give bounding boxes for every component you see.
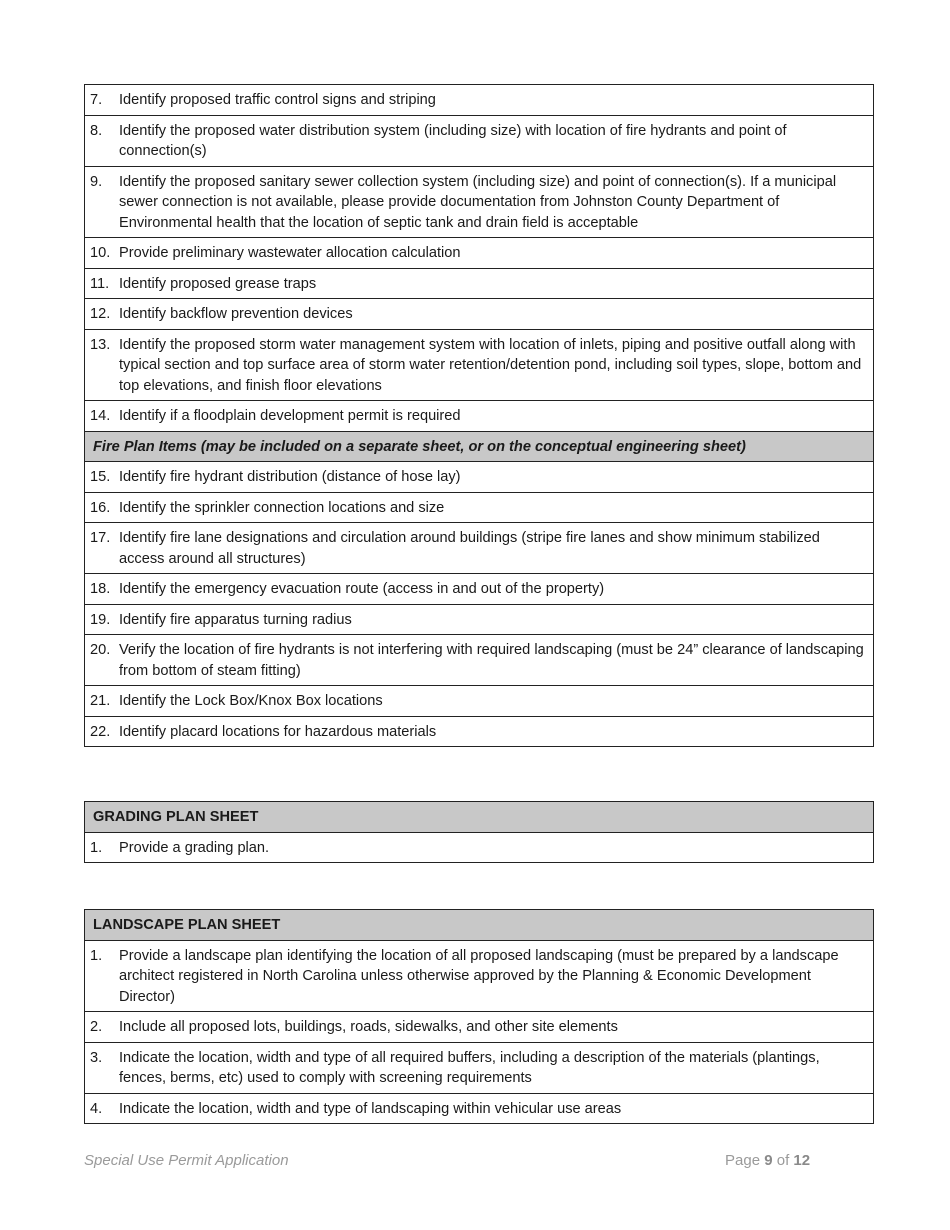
grading-rows <box>85 832 874 863</box>
checklist-row <box>85 115 874 166</box>
checklist-row <box>85 716 874 747</box>
checklist-cell <box>85 940 874 1012</box>
checklist-cell <box>85 716 874 747</box>
checklist-cell <box>85 299 874 330</box>
landscape-header-row <box>85 910 874 941</box>
checklist-row <box>85 574 874 605</box>
checklist-row <box>85 299 874 330</box>
item-number: 19. <box>90 611 111 628</box>
item-number: 1. <box>90 839 103 856</box>
checklist-cell <box>85 166 874 238</box>
grading-header: GRADING PLAN SHEET <box>85 802 874 833</box>
item-number: 2. <box>90 1019 103 1035</box>
item-number: 3. <box>90 1049 103 1066</box>
item-number: 9. <box>90 173 103 190</box>
fire-plan-header-row <box>85 431 874 462</box>
item-text: Verify the location of fire hydrants is not interfering with required landscaping (must be 24” clearance of landscaping from bottom of steam fitting) <box>119 642 864 679</box>
checklist-row <box>85 1093 874 1124</box>
item-number: 10. <box>90 245 111 261</box>
item-number: 17. <box>90 530 111 546</box>
item-text: Identify the proposed sanitary sewer collection system (including size) and point of connection(s). If a municipal sewer connection is not available, please provide documentation from Johnston County Department of Environmental health that the location of septic tank and drain field is acceptable <box>119 173 837 231</box>
item-number: 1. <box>90 947 103 964</box>
item-number: 22. <box>90 723 111 740</box>
item-text: Provide preliminary wastewater allocation calculation <box>119 245 461 261</box>
item-text: Identify fire hydrant distribution (distance of hose lay) <box>119 469 461 485</box>
checklist-rows <box>85 85 874 432</box>
checklist-row <box>85 940 874 1012</box>
grading-header-row <box>85 802 874 833</box>
item-number: 12. <box>90 306 111 322</box>
checklist-row <box>85 268 874 299</box>
item-number: 8. <box>90 122 103 139</box>
checklist-cell <box>85 832 874 863</box>
item-text: Identify proposed traffic control signs and striping <box>119 92 436 108</box>
checklist-row <box>85 166 874 238</box>
page-current: 9 <box>764 1152 773 1169</box>
item-text: Indicate the location, width and type of landscaping within vehicular use areas <box>119 1100 622 1117</box>
item-number: 15. <box>90 469 111 485</box>
checklist-cell <box>85 574 874 605</box>
checklist-row <box>85 329 874 401</box>
checklist-row <box>85 492 874 523</box>
page-total: 12 <box>793 1152 811 1169</box>
item-number: 21. <box>90 693 111 709</box>
fire-plan-section <box>85 431 874 462</box>
checklist-row <box>85 85 874 116</box>
fire-plan-header: Fire Plan Items (may be included on a separate sheet, or on the conceptual engineering sheet) <box>85 431 874 462</box>
item-text: Identify placard locations for hazardous materials <box>119 723 437 740</box>
item-number: 4. <box>90 1100 103 1117</box>
checklist-cell <box>85 238 874 269</box>
checklist-cell <box>85 401 874 432</box>
item-text: Identify fire lane designations and circulation around buildings (stripe fire lanes and show minimum stabilized access around all structures) <box>119 530 820 567</box>
landscape-header: LANDSCAPE PLAN SHEET <box>85 910 874 941</box>
item-number: 18. <box>90 581 111 597</box>
item-text: Identify the proposed water distribution system (including size) with location of fire hydrants and point of connection(s) <box>119 122 787 159</box>
checklist-row <box>85 238 874 269</box>
page-word: Page <box>725 1152 761 1169</box>
item-number: 20. <box>90 642 111 658</box>
grading-plan-table <box>84 801 874 863</box>
item-number: 13. <box>90 336 111 353</box>
item-number: 16. <box>90 499 111 516</box>
checklist-cell <box>85 85 874 116</box>
item-text: Identify backflow prevention devices <box>119 306 353 322</box>
checklist-cell <box>85 1093 874 1124</box>
item-text: Identify proposed grease traps <box>119 275 317 292</box>
checklist-cell <box>85 115 874 166</box>
checklist-cell <box>85 268 874 299</box>
checklist-cell <box>85 462 874 493</box>
item-text: Include all proposed lots, buildings, roads, sidewalks, and other site elements <box>119 1019 618 1035</box>
site-plan-checklist-table <box>84 84 874 747</box>
checklist-cell <box>85 523 874 574</box>
checklist-cell <box>85 492 874 523</box>
checklist-row <box>85 686 874 717</box>
item-text: Identify the Lock Box/Knox Box locations <box>119 693 383 709</box>
item-text: Indicate the location, width and type of all required buffers, including a description of the materials (plantings, fences, berms, etc) used to comply with screening requirements <box>119 1049 820 1086</box>
landscape-rows <box>85 940 874 1124</box>
item-number: 11. <box>90 275 110 292</box>
checklist-row <box>85 604 874 635</box>
checklist-row <box>85 523 874 574</box>
footer-page-number <box>725 1152 810 1169</box>
item-text: Identify the proposed storm water management system with location of inlets, piping and positive outfall along with typical section and top surface area of storm water retention/detention pond, including soil types, slope, bottom and top elevations, and finish floor elevations <box>119 336 862 394</box>
item-text: Identify fire apparatus turning radius <box>119 611 352 628</box>
checklist-row <box>85 462 874 493</box>
checklist-cell <box>85 635 874 686</box>
fire-plan-rows <box>85 462 874 747</box>
item-text: Identify the emergency evacuation route (access in and out of the property) <box>119 581 605 597</box>
checklist-cell <box>85 604 874 635</box>
checklist-row <box>85 832 874 863</box>
footer-document-title: Special Use Permit Application <box>84 1152 289 1169</box>
of-word: of <box>776 1152 790 1169</box>
item-text: Provide a grading plan. <box>119 839 270 856</box>
checklist-cell <box>85 1012 874 1043</box>
checklist-row <box>85 1042 874 1093</box>
checklist-row <box>85 635 874 686</box>
item-number: 14. <box>90 408 111 424</box>
checklist-row <box>85 1012 874 1043</box>
checklist-row <box>85 401 874 432</box>
item-text: Identify if a floodplain development permit is required <box>119 408 461 424</box>
landscape-plan-table <box>84 909 874 1124</box>
item-text: Identify the sprinkler connection locations and size <box>119 499 445 516</box>
checklist-cell <box>85 686 874 717</box>
checklist-cell <box>85 1042 874 1093</box>
item-number: 7. <box>90 92 103 108</box>
item-text: Provide a landscape plan identifying the location of all proposed landscaping (must be prepared by a landscape architect registered in North Carolina unless otherwise approved by the Planning & Economic Development Director) <box>119 947 839 1005</box>
checklist-cell <box>85 329 874 401</box>
